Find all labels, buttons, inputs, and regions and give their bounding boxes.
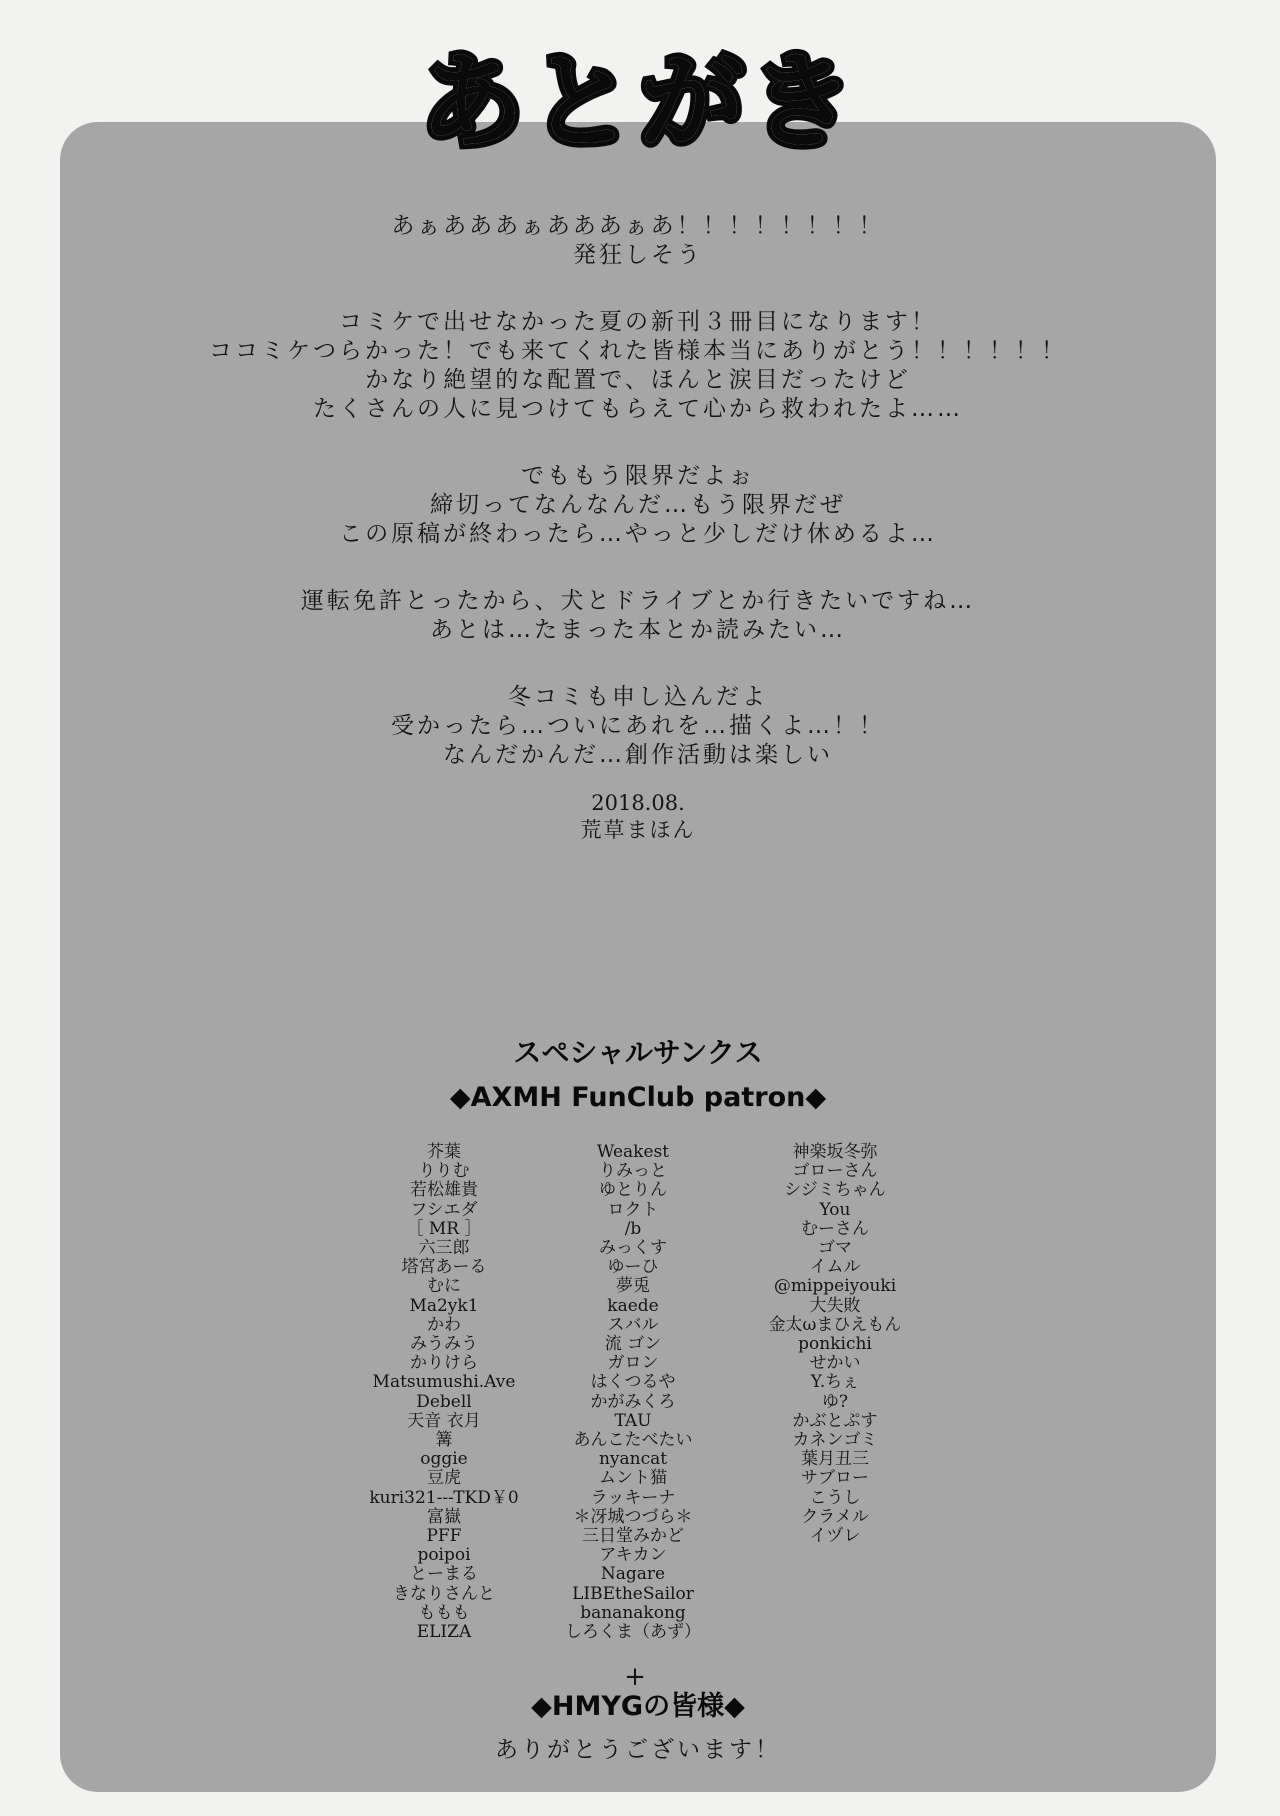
paragraph-3	[60, 462, 1216, 549]
text-line: 冬コミも申し込んだよ	[508, 684, 768, 710]
patron-name: かりけら	[410, 1353, 478, 1374]
patron-name: ムント猫	[599, 1468, 667, 1489]
hmyg-section-title: ◆HMYGの皆様◆	[531, 1691, 745, 1722]
patron-name: 芥葉	[427, 1142, 461, 1162]
special-thanks-title: スペシャルサンクス	[513, 1036, 763, 1069]
patron-name: Nagare	[600, 1564, 666, 1585]
patron-name: 葉月丑三	[801, 1449, 869, 1470]
patron-name: アキカン	[599, 1545, 667, 1566]
patron-column-3	[685, 1143, 985, 1546]
patron-name: 富嶽	[427, 1506, 461, 1527]
patron-name: oggie	[420, 1449, 468, 1470]
patron-name: ももも	[418, 1602, 470, 1623]
text-line: でももう限界だよぉ	[521, 463, 755, 489]
patron-name: nyancat	[598, 1449, 668, 1470]
patron-name: かがみくろ	[590, 1391, 676, 1412]
patron-name: スバル	[607, 1314, 659, 1335]
patron-name: ラッキーナ	[590, 1487, 676, 1508]
patron-name: カネンゴミ	[792, 1430, 878, 1451]
patron-name: イムル	[809, 1257, 861, 1278]
paragraph-5	[60, 683, 1216, 770]
closing-message: ありがとうございます！	[495, 1737, 781, 1763]
patron-name: むに	[427, 1276, 461, 1297]
patron-name: ＊冴城つづら＊	[573, 1506, 693, 1527]
patron-name: ゴマ	[818, 1238, 852, 1259]
patron-name: りりむ	[418, 1161, 470, 1182]
patron-name: Debell	[416, 1391, 472, 1412]
plus-mark: +	[624, 1662, 646, 1692]
patron-name: りみっと	[599, 1161, 667, 1182]
patron-name: こうし	[809, 1487, 861, 1508]
patron-name: kaede	[607, 1295, 659, 1316]
text-line: ココミケつらかった！でも来てくれた皆様本当にありがとう！！！！！！	[209, 338, 1067, 364]
patron-name: はくつるや	[590, 1372, 676, 1393]
patron-name: PFF	[426, 1526, 462, 1547]
patron-name: ロクト	[607, 1199, 659, 1220]
patron-name: You	[819, 1199, 851, 1220]
paragraph-1	[60, 212, 1216, 270]
text-line: あとは…たまった本とか読みたい…	[430, 617, 846, 643]
afterword-body	[60, 212, 1216, 808]
patron-name: せかい	[809, 1353, 861, 1374]
patron-name: とーまる	[410, 1564, 478, 1585]
page-title: あとがき	[419, 41, 860, 163]
signature	[60, 790, 1216, 844]
patron-name: TAU	[614, 1410, 652, 1431]
patron-name: イヅレ	[809, 1526, 861, 1547]
patron-name: Y.ちぇ	[810, 1372, 860, 1393]
patron-name: kuri321---TKD￥0	[369, 1487, 519, 1508]
patron-name: 流 ゴン	[604, 1334, 662, 1355]
patron-name: 天音 衣月	[407, 1410, 481, 1431]
text-line: あぁあああぁあああぁあ！！！！！！！！	[391, 213, 885, 239]
patron-name: 大失敗	[809, 1295, 861, 1316]
patron-name: LIBEtheSailor	[572, 1583, 694, 1604]
text-line: 受かったら…ついにあれを…描くよ…！！	[391, 713, 885, 739]
text-line: なんだかんだ…創作活動は楽しい	[443, 742, 833, 768]
patron-name: むーさん	[801, 1218, 869, 1239]
patron-name: きなりさんと	[393, 1583, 495, 1604]
patron-name: 金太ωまひえもん	[768, 1314, 902, 1335]
signature-date: 2018.08.	[591, 791, 685, 815]
patron-name: 神楽坂冬弥	[792, 1142, 878, 1162]
patron-name: ［ MR ］	[406, 1218, 482, 1239]
patron-name: 六三郎	[418, 1238, 470, 1259]
patron-section-title: ◆AXMH FunClub patron◆	[449, 1082, 827, 1113]
patron-name: bananakong	[580, 1602, 686, 1623]
patron-name: かぶとぷす	[792, 1410, 878, 1431]
text-line: かなり絶望的な配置で、ほんと涙目だったけど	[365, 367, 911, 393]
text-line: たくさんの人に見つけてもらえて心から救われたよ……	[313, 396, 963, 422]
patron-name: シジミちゃん	[784, 1180, 886, 1201]
text-line: 締切ってなんなんだ…もう限界だぜ	[430, 492, 846, 518]
patron-name: サブロー	[801, 1468, 869, 1489]
patron-name: ゆとりん	[599, 1180, 667, 1201]
patron-name: あんこたべたい	[573, 1430, 693, 1451]
patron-name: Matsumushi.Ave	[372, 1372, 516, 1393]
patron-name: みうみう	[410, 1334, 478, 1355]
patron-name: Weakest	[596, 1142, 670, 1162]
patron-name: /b	[624, 1218, 642, 1239]
patron-name: しろくま（あず）	[565, 1622, 701, 1643]
text-line: 発狂しそう	[573, 242, 703, 268]
patron-name: ゴローさん	[792, 1161, 878, 1182]
text-line: コミケで出せなかった夏の新刊３冊目になります！	[339, 309, 937, 335]
signature-author: 荒草まほん	[580, 818, 696, 842]
patron-name: ガロン	[607, 1353, 659, 1374]
patron-name: かわ	[427, 1314, 461, 1335]
paragraph-2	[60, 308, 1216, 424]
patron-name: ELIZA	[416, 1622, 472, 1643]
patron-name: 三日堂みかど	[582, 1526, 684, 1547]
patron-name: 篝	[435, 1430, 453, 1451]
patron-name: みっくす	[599, 1238, 667, 1259]
patron-name: ponkichi	[798, 1334, 872, 1355]
patron-name: 夢兎	[616, 1276, 650, 1297]
patron-name: @mippeiyouki	[773, 1276, 897, 1297]
paragraph-4	[60, 587, 1216, 645]
patron-name: 豆虎	[427, 1468, 461, 1489]
patron-name: poipoi	[417, 1545, 471, 1566]
text-line: この原稿が終わったら…やっと少しだけ休めるよ…	[339, 521, 937, 547]
patron-name: フシエダ	[410, 1199, 478, 1220]
patron-name: クラメル	[801, 1506, 869, 1527]
text-line: 運転免許とったから、犬とドライブとか行きたいですね…	[300, 588, 976, 614]
patron-name: 若松雄貴	[410, 1180, 478, 1201]
patron-name: Ma2yk1	[409, 1295, 479, 1316]
patron-name: ゆ?	[821, 1391, 849, 1412]
patron-name: 塔宮あーる	[401, 1257, 487, 1278]
patron-name: ゆーひ	[607, 1257, 659, 1278]
